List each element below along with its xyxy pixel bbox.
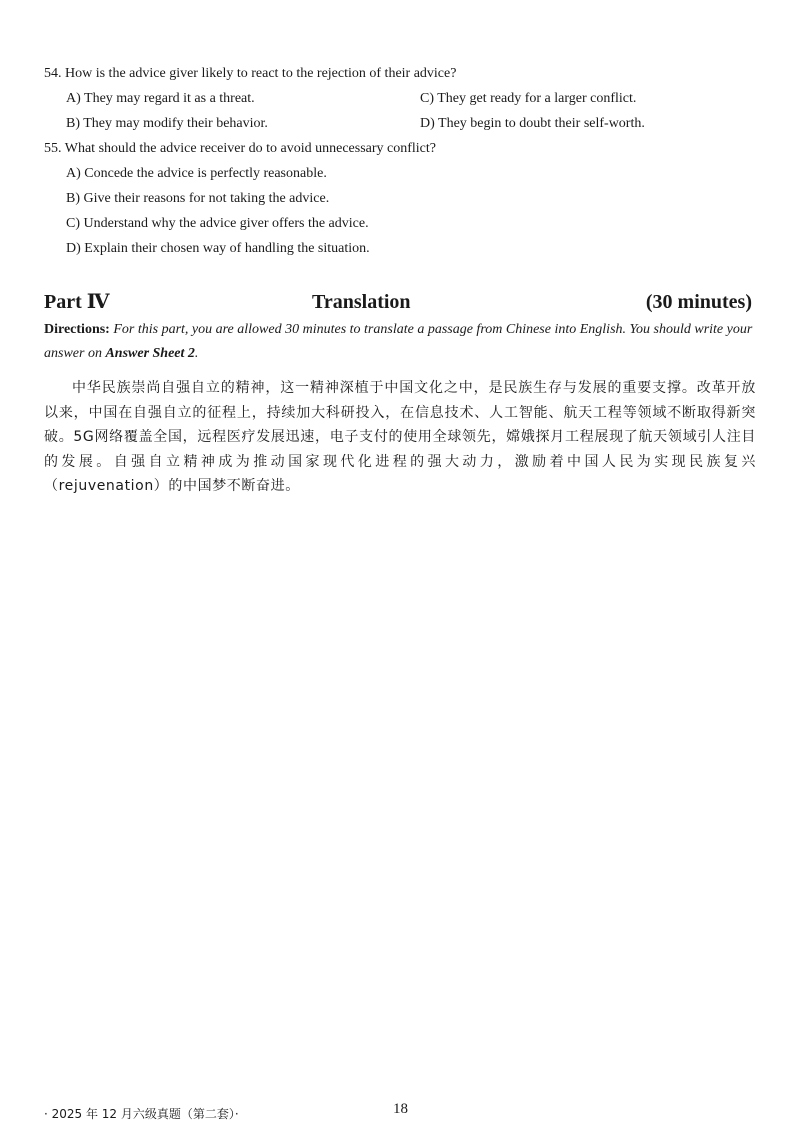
question-55-option-a: A) Concede the advice is perfectly reasonable.	[66, 166, 327, 181]
question-55-option-d: D) Explain their chosen way of handling the situation.	[66, 241, 370, 256]
question-55-option-c: C) Understand why the advice giver offers the advice.	[66, 216, 369, 231]
directions-end: .	[194, 346, 199, 361]
directions	[44, 318, 756, 366]
question-54-option-b: B) They may modify their behavior.	[66, 116, 268, 131]
part-time: (30 minutes)	[645, 291, 752, 313]
question-55-stem: 55. What should the advice receiver do to avoid unnecessary conflict?	[44, 141, 436, 156]
translation-passage: 中华民族崇尚自强自立的精神，这一精神深植于中国文化之中，是民族生存与发展的重要支撑。改革开放以来，中国在自强自立的征程上，持续加大科研投入，在信息技术、人工智能、航天工程等领域不断取得新突破。5G网络覆盖全国，远程医疗发展迅速，电子支付的使用全球领先，嫦娥探月工程展现了航天领域引人注目的发展。自强自立精神成为推动国家现代化进程的强大动力，激励着中国人民为实现民族复兴（rejuvenation）的中国梦不断奋进。	[44, 380, 756, 494]
question-54-stem: 54. How is the advice giver likely to react to the rejection of their advice?	[44, 66, 457, 81]
directions-text: For this part, you are allowed 30 minutes to translate a passage from Chinese into English. You should write your answer on	[44, 322, 753, 361]
answer-sheet-ref: Answer Sheet 2	[105, 346, 195, 361]
question-54-option-c: C) They get ready for a larger conflict.	[420, 91, 637, 106]
part-label: Part Ⅳ	[44, 291, 110, 313]
part-title: Translation	[312, 291, 411, 313]
directions-label: Directions:	[44, 322, 110, 337]
question-54-option-d: D) They begin to doubt their self-worth.	[420, 116, 645, 131]
question-55-option-b: B) Give their reasons for not taking the advice.	[66, 191, 330, 206]
footer-source: · 2025 年 12 月六级真题（第二套）·	[44, 1107, 239, 1121]
question-54-option-a: A) They may regard it as a threat.	[66, 91, 255, 106]
page-number: 18	[393, 1101, 408, 1117]
